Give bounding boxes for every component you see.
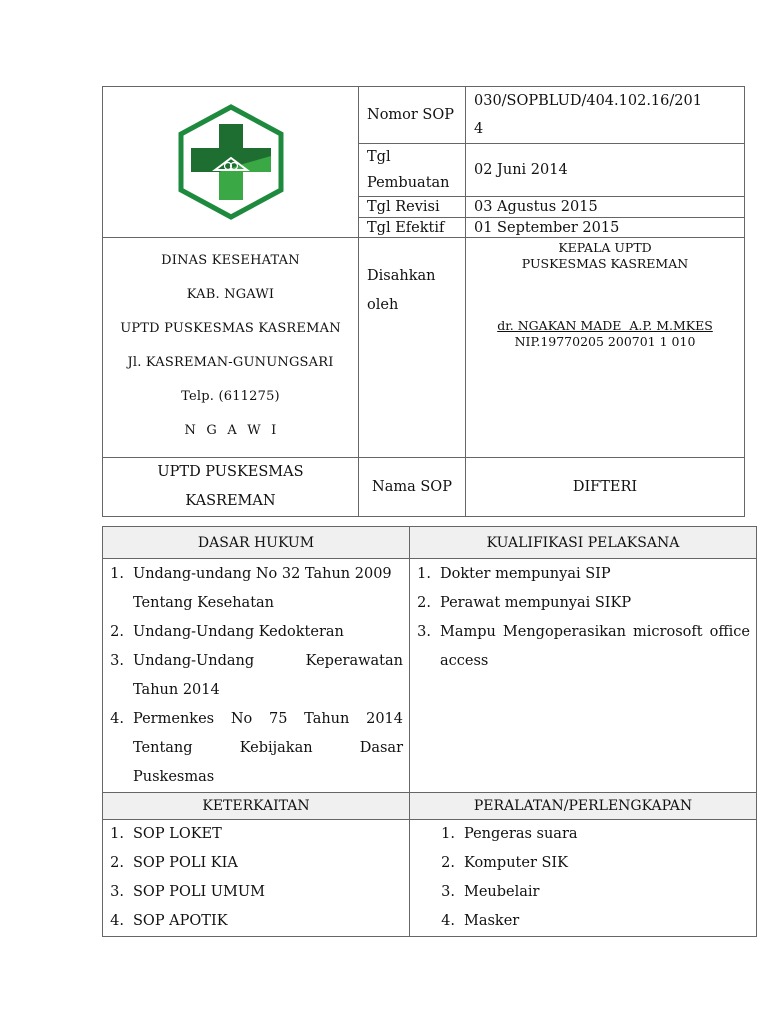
tgl-revisi-label: Tgl Revisi	[359, 197, 466, 218]
nama-sop-value: DIFTERI	[466, 458, 745, 517]
signature-block	[466, 238, 745, 458]
list-item: 2. Perawat mempunyai SIKP	[417, 595, 632, 611]
keterkaitan-heading: KETERKAITAN	[103, 793, 410, 820]
peralatan-heading: PERALATAN/PERLENGKAPAN	[410, 793, 757, 820]
institution-line: KAB. NGAWI	[186, 287, 275, 302]
signatory-nip: NIP.19770205 200701 1 010	[514, 334, 696, 349]
list-item: 1. Pengeras suara	[441, 826, 578, 842]
institution-line: N G A W I	[184, 423, 277, 438]
sign-title: PUSKESMAS KASREMAN	[521, 256, 689, 271]
list-item: 3. Mampu Mengoperasikan microsoft office access	[417, 624, 750, 669]
institution-address	[103, 238, 359, 458]
puskesmas-logo-icon	[177, 104, 285, 220]
list-item: 3. SOP POLI UMUM	[110, 884, 265, 900]
disahkan-label: Disahkan oleh	[359, 238, 466, 458]
tgl-pembuatan-label: Tgl Pembuatan	[359, 144, 466, 197]
list-item: 4. SOP APOTIK	[110, 913, 228, 929]
list-item: 2. Komputer SIK	[441, 855, 568, 871]
kualifikasi-heading: KUALIFIKASI PELAKSANA	[410, 527, 757, 559]
logo-cell	[103, 87, 359, 238]
dasar-hukum-heading: DASAR HUKUM	[103, 527, 410, 559]
list-item: 4. Masker	[441, 913, 520, 929]
keterkaitan-list	[103, 820, 409, 936]
tgl-efektif-label: Tgl Efektif	[359, 218, 466, 238]
list-item: 2. Undang-Undang Kedokteran	[110, 624, 344, 640]
peralatan-list	[410, 820, 756, 936]
institution-line: Jl. KASREMAN-GUNUNGSARI	[127, 355, 334, 370]
list-item: 1. Undang-undang No 32 Tahun 2009 Tentang Kesehatan	[110, 566, 392, 611]
sign-title: KEPALA UPTD	[558, 240, 652, 255]
peralatan-cell	[410, 820, 757, 937]
kualifikasi-list	[410, 560, 756, 676]
sop-header-table	[102, 86, 745, 517]
tgl-pembuatan-value: 02 Juni 2014	[466, 144, 745, 197]
keterkaitan-cell	[103, 820, 410, 937]
list-item: 4. Permenkes No 75 Tahun 2014 Tentang Kebijakan Dasar Puskesmas	[110, 711, 403, 785]
nama-sop-label: Nama SOP	[359, 458, 466, 517]
signatory-name: dr. NGAKAN MADE A.P. M.MKES	[497, 318, 713, 333]
institution-line: DINAS KESEHATAN	[161, 253, 300, 268]
kualifikasi-cell	[410, 559, 757, 793]
institution-line: UPTD PUSKESMAS KASREMAN	[120, 321, 341, 336]
dasar-hukum-list	[103, 560, 409, 792]
list-item: 3. Meubelair	[441, 884, 540, 900]
institution-line: Telp. (611275)	[181, 389, 280, 404]
nomor-sop-label: Nomor SOP	[359, 87, 466, 144]
list-item: 3. Undang-Undang Keperawatan Tahun 2014	[110, 653, 403, 698]
list-item: 1. Dokter mempunyai SIP	[417, 566, 611, 582]
list-item: 2. SOP POLI KIA	[110, 855, 238, 871]
nomor-sop-value: 030/SOPBLUD/404.102.16/201 4	[466, 87, 745, 144]
unit-name: UPTD PUSKESMAS KASREMAN	[103, 458, 359, 517]
dasar-hukum-cell	[103, 559, 410, 793]
tgl-efektif-value: 01 September 2015	[466, 218, 745, 238]
list-item: 1. SOP LOKET	[110, 826, 222, 842]
sop-details-table	[102, 526, 757, 937]
tgl-revisi-value: 03 Agustus 2015	[466, 197, 745, 218]
